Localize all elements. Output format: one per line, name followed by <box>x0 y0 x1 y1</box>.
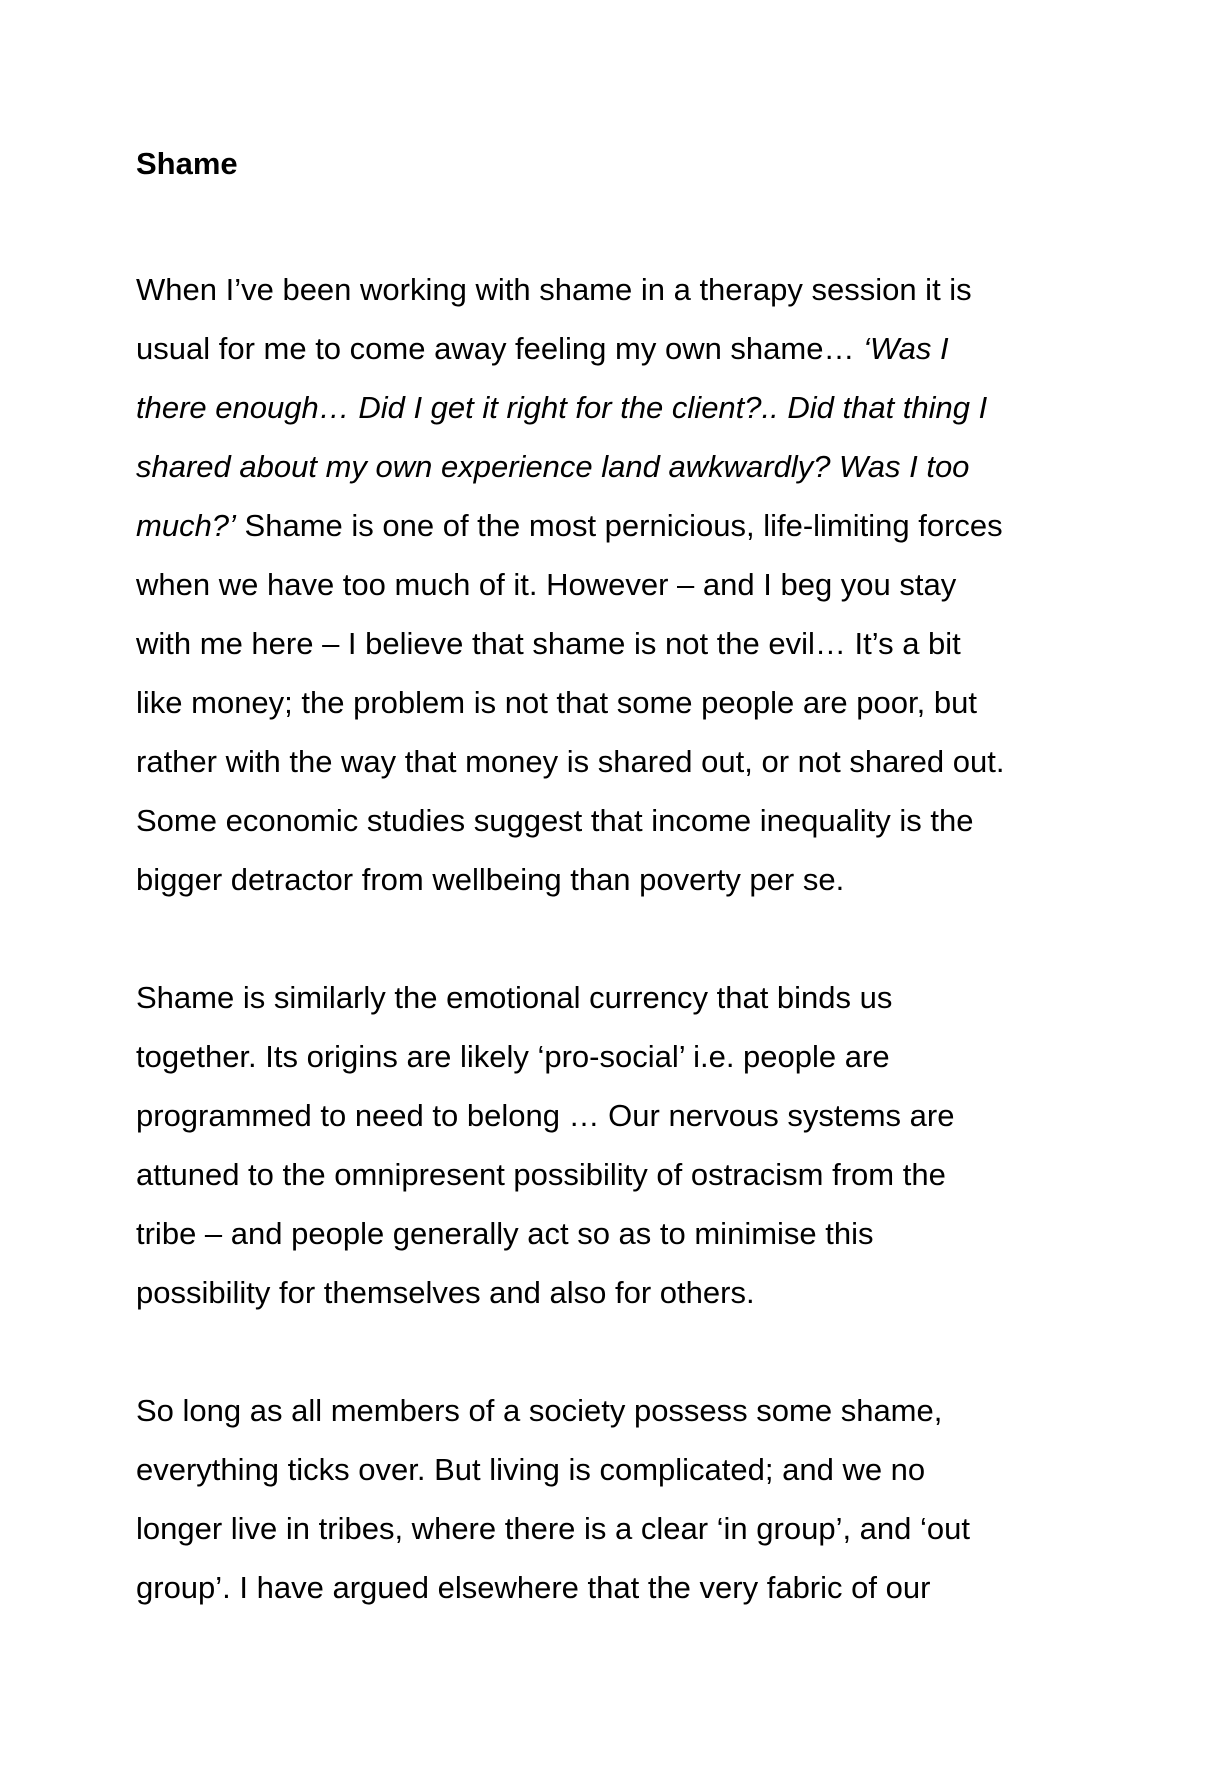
text-segment: group’. I have argued elsewhere that the very fabric of our <box>136 1570 931 1605</box>
text-segment: possibility for themselves and also for others. <box>136 1275 755 1310</box>
text-line <box>136 437 1116 496</box>
text-line <box>136 260 1116 319</box>
text-line <box>136 732 1116 791</box>
italic-text: much?’ <box>136 508 236 543</box>
text-segment: together. Its origins are likely ‘pro-social’ i.e. people are <box>136 1039 890 1074</box>
text-segment: attuned to the omnipresent possibility of ostracism from the <box>136 1157 946 1192</box>
italic-text: ‘Was I <box>863 331 949 366</box>
paragraph-1 <box>136 260 1116 909</box>
text-segment: Shame is similarly the emotional currency that binds us <box>136 980 893 1015</box>
document-body <box>136 144 1116 1617</box>
text-line <box>136 555 1116 614</box>
text-line <box>136 614 1116 673</box>
text-line <box>136 1027 1116 1086</box>
text-segment: like money; the problem is not that some people are poor, but <box>136 685 977 720</box>
text-segment: bigger detractor from wellbeing than poverty per se. <box>136 862 845 897</box>
text-line <box>136 1558 1116 1617</box>
text-line <box>136 850 1116 909</box>
text-segment: So long as all members of a society possess some shame, <box>136 1393 943 1428</box>
text-segment: everything ticks over. But living is complicated; and we no <box>136 1452 926 1487</box>
text-line <box>136 1086 1116 1145</box>
paragraph-2 <box>136 968 1116 1322</box>
text-segment: tribe – and people generally act so as to minimise this <box>136 1216 874 1251</box>
page-title: Shame <box>136 146 238 181</box>
text-line <box>136 1499 1116 1558</box>
text-segment: Some economic studies suggest that income inequality is the <box>136 803 974 838</box>
text-line <box>136 378 1116 437</box>
text-line <box>136 1440 1116 1499</box>
text-segment: When I’ve been working with shame in a therapy session it is <box>136 272 972 307</box>
text-segment: with me here – I believe that shame is not the evil… It’s a bit <box>136 626 961 661</box>
text-line <box>136 1204 1116 1263</box>
paragraph-3 <box>136 1381 1116 1617</box>
text-line <box>136 1263 1116 1322</box>
text-line <box>136 968 1116 1027</box>
text-line <box>136 319 1116 378</box>
text-segment: programmed to need to belong … Our nervous systems are <box>136 1098 955 1133</box>
text-line <box>136 673 1116 732</box>
text-segment: longer live in tribes, where there is a clear ‘in group’, and ‘out <box>136 1511 971 1546</box>
italic-text: shared about my own experience land awkwardly? Was I too <box>136 449 970 484</box>
text-segment: when we have too much of it. However – and I beg you stay <box>136 567 957 602</box>
italic-text: there enough… Did I get it right for the client?.. Did that thing I <box>136 390 988 425</box>
text-segment: Shame is one of the most pernicious, life-limiting forces <box>235 508 1003 543</box>
text-line <box>136 496 1116 555</box>
text-line <box>136 1145 1116 1204</box>
text-segment: usual for me to come away feeling my own shame… <box>136 331 864 366</box>
text-line <box>136 1381 1116 1440</box>
text-segment: rather with the way that money is shared out, or not shared out. <box>136 744 1005 779</box>
text-line <box>136 791 1116 850</box>
